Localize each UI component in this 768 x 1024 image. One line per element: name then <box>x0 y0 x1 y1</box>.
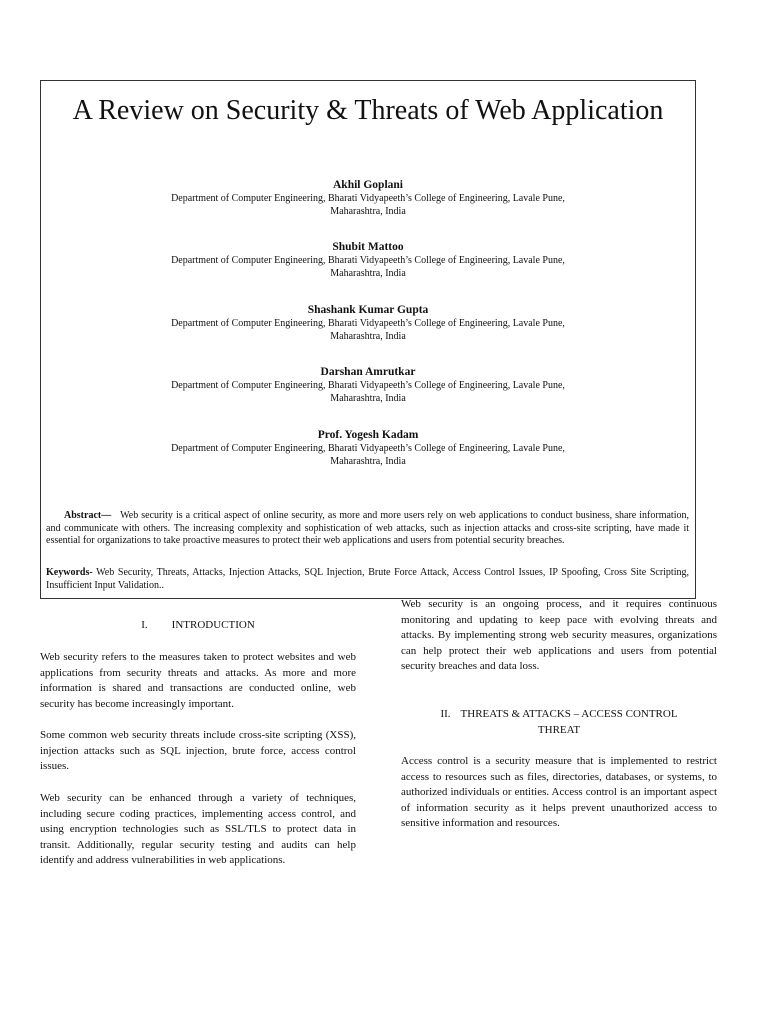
paragraph: Web security is an ongoing process, and it requires continuous monitoring and updating to keep pace with evolving threats and attacks. By implementing strong web security measures, organizations can help protect their web applications and users from potential security breaches and data loss. <box>401 598 717 672</box>
section-heading-introduction <box>40 618 356 634</box>
section-title: THREATS & ATTACKS – ACCESS CONTROL THREAT <box>460 708 678 736</box>
author-block <box>40 365 696 405</box>
paragraph: Some common web security threats include cross-site scripting (XSS), injection attacks such as SQL injection, brute force, access control issues. <box>40 729 356 772</box>
paper-title: A Review on Security & Threats of Web Application <box>72 95 664 126</box>
paragraph: Web security can be enhanced through a variety of techniques, including secure coding practices, implementing access control, and using encryption technologies such as SSL/TLS to protect data in transit. Additionally, regular security testing and audits can help identify and address vulnerabilities in web applications. <box>40 792 356 866</box>
keywords-text: Web Security, Threats, Attacks, Injection Attacks, SQL Injection, Brute Force Attack, Access Control Issues, IP Spoofing, Cross Site Scripting, Insufficient Input Validation.. <box>46 567 689 591</box>
section-number: II. <box>440 708 451 720</box>
intro-paragraph <box>40 791 356 869</box>
section-number: I. <box>141 619 148 631</box>
author-name: Akhil Goplani <box>333 179 403 191</box>
author-block <box>40 240 696 280</box>
author-affiliation: Department of Computer Engineering, Bharati Vidyapeeth’s College of Engineering, Lavale Pune, Maharashtra, India <box>171 193 565 217</box>
author-name: Shubit Mattoo <box>332 241 404 253</box>
author-block <box>40 428 696 468</box>
paragraph: Web security refers to the measures taken to protect websites and web applications from security threats and attacks. As more and more information is shared and transactions are conducted online, web security has become increasingly important. <box>40 651 356 710</box>
abstract <box>46 510 689 548</box>
intro-paragraph <box>40 650 356 712</box>
author-affiliation: Department of Computer Engineering, Bharati Vidyapeeth’s College of Engineering, Lavale Pune, Maharashtra, India <box>171 380 565 404</box>
abstract-text: Web security is a critical aspect of online security, as more and more users rely on web applications to conduct business, share information, and communicate with others. The increasing complexity and sophistication of web attacks, such as injection attacks and cross-site scripting, have made it essential for organizations to take proactive measures to protect their web applications and users from potential security breaches. <box>46 510 689 546</box>
author-affiliation: Department of Computer Engineering, Bharati Vidyapeeth’s College of Engineering, Lavale Pune, Maharashtra, India <box>171 443 565 467</box>
author-affiliation: Department of Computer Engineering, Bharati Vidyapeeth’s College of Engineering, Lavale Pune, Maharashtra, India <box>171 318 565 342</box>
keywords <box>46 567 689 592</box>
author-name: Prof. Yogesh Kadam <box>317 429 419 441</box>
author-block <box>40 178 696 218</box>
paragraph: Access control is a security measure that is implemented to restrict access to resources such as files, directories, databases, or systems, to authorized individuals or entities. Access control is an important aspect of information security as it helps prevent unauthorized access to sensitive information and resources. <box>401 755 717 829</box>
threats-paragraph <box>401 754 717 832</box>
abstract-label: Abstract— <box>64 510 112 521</box>
author-name: Shashank Kumar Gupta <box>307 304 429 316</box>
intro-continued-paragraph <box>401 597 717 675</box>
author-block <box>40 303 696 343</box>
author-name: Darshan Amrutkar <box>320 366 416 378</box>
section-heading-threats <box>421 707 697 738</box>
section-title: INTRODUCTION <box>171 619 255 631</box>
keywords-label: Keywords- <box>46 567 93 578</box>
author-affiliation: Department of Computer Engineering, Bharati Vidyapeeth’s College of Engineering, Lavale Pune, Maharashtra, India <box>171 255 565 279</box>
intro-paragraph <box>40 728 356 775</box>
